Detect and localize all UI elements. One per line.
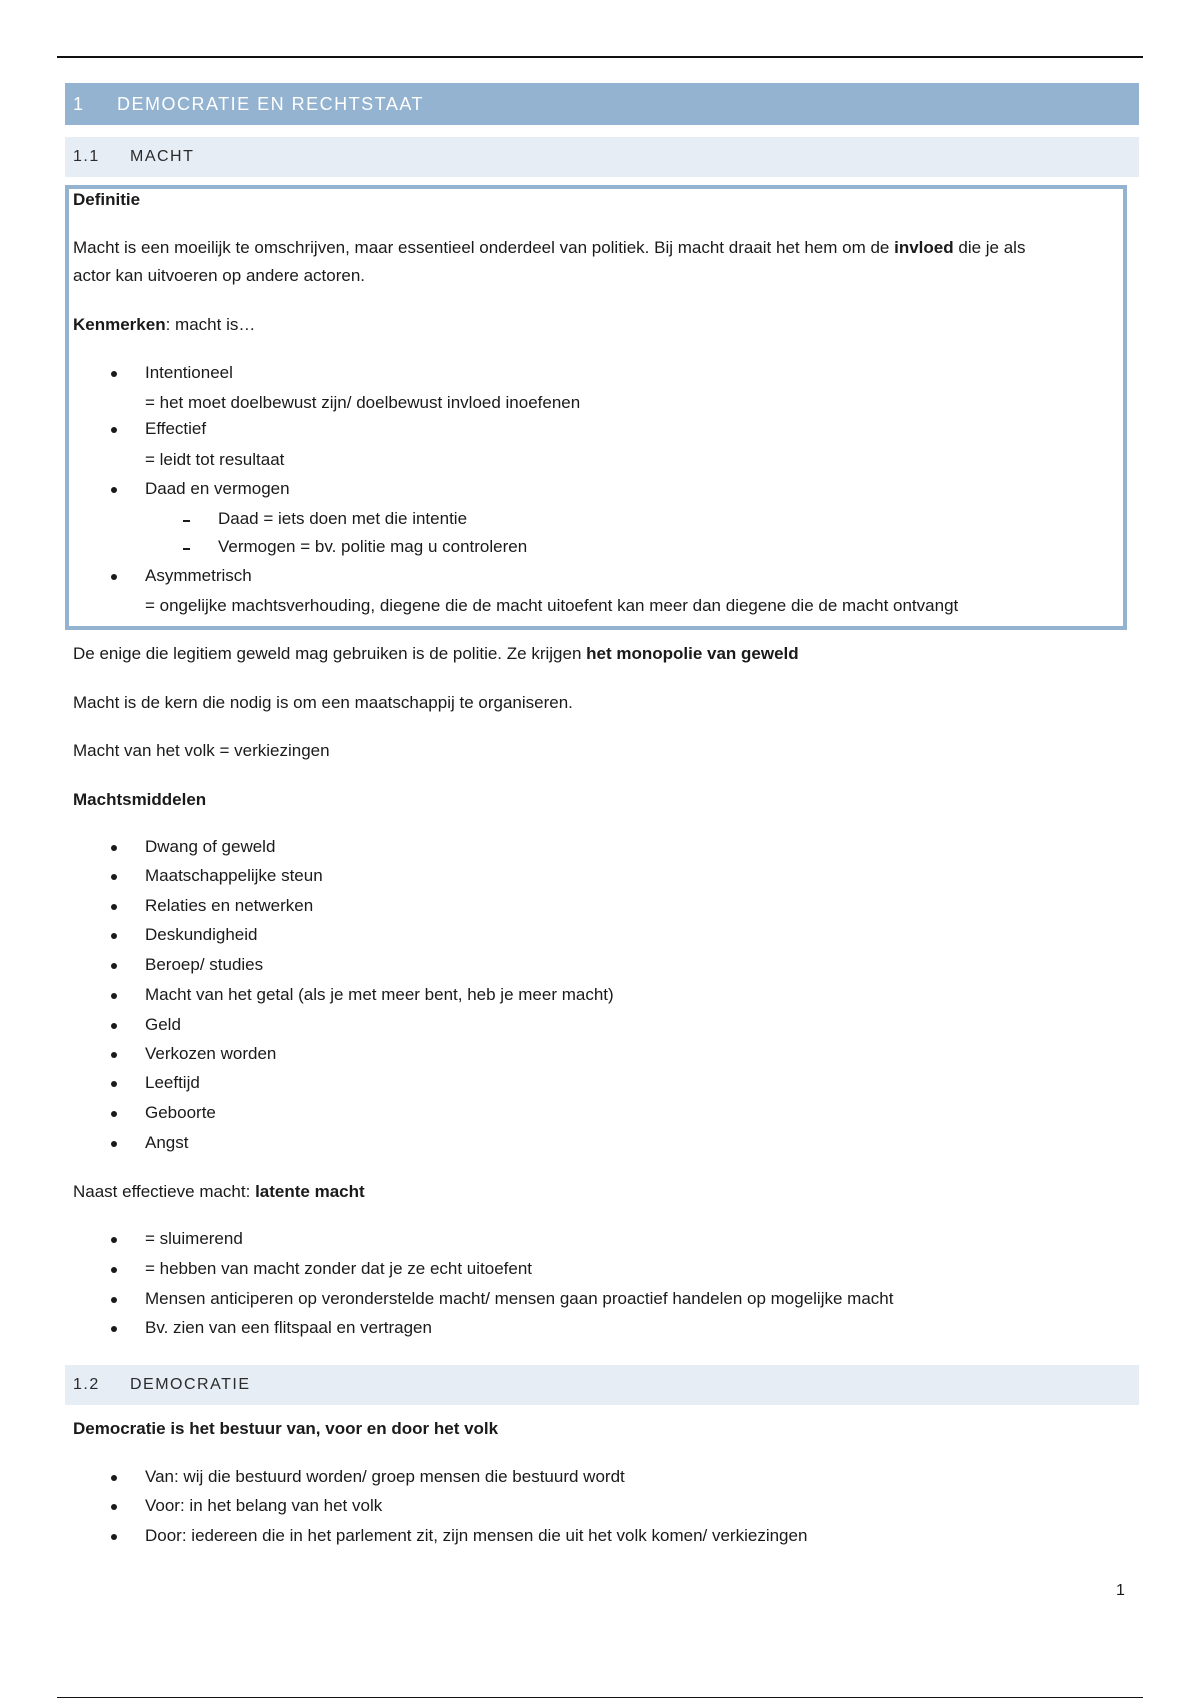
bullet-icon bbox=[111, 1534, 117, 1540]
list-item: Door: iedereen die in het parlement zit, zijn mensen die uit het volk komen/ verkiezingen bbox=[145, 1526, 808, 1545]
kenmerk-detail: = het moet doelbewust zijn/ doelbewust invloed inoefenen bbox=[145, 393, 581, 412]
bullet-icon bbox=[111, 993, 117, 999]
bullet-icon bbox=[111, 1111, 117, 1117]
paragraph-monopolie bbox=[73, 643, 799, 665]
list-item: Mensen anticiperen op veronderstelde macht/ mensen gaan proactief handelen op mogelijke macht bbox=[145, 1289, 894, 1308]
kenmerken-rest: : macht is… bbox=[165, 315, 256, 334]
kenmerk-label: Intentioneel bbox=[145, 363, 233, 382]
bullet-icon bbox=[111, 1023, 117, 1029]
kenmerken-line bbox=[73, 314, 255, 336]
list-item: Bv. zien van een flitspaal en vertragen bbox=[145, 1318, 432, 1337]
definition-text-line1 bbox=[73, 237, 1025, 259]
bullet-icon bbox=[111, 904, 117, 910]
paragraph-bold: het monopolie van geweld bbox=[586, 644, 799, 663]
kenmerk-sub: Vermogen = bv. politie mag u controleren bbox=[218, 537, 528, 556]
bullet-icon bbox=[111, 1081, 117, 1087]
bullet-icon bbox=[111, 427, 117, 433]
bullet-icon bbox=[111, 1141, 117, 1147]
list-item: Maatschappelijke steun bbox=[145, 866, 323, 885]
definition-text-line2: actor kan uitvoeren op andere actoren. bbox=[73, 266, 366, 285]
dash-icon bbox=[183, 548, 190, 550]
list-item: Geboorte bbox=[145, 1103, 216, 1122]
kenmerk-sub: Daad = iets doen met die intentie bbox=[218, 509, 468, 528]
kenmerk-label: Asymmetrisch bbox=[145, 566, 252, 585]
chapter-title: DEMOCRATIE EN RECHTSTAAT bbox=[117, 94, 425, 114]
section-heading-democratie bbox=[65, 1365, 1139, 1405]
kenmerk-detail: = ongelijke machtsverhouding, diegene die de macht uitoefent kan meer dan diegene die de macht ontvangt bbox=[145, 596, 959, 615]
list-item: Angst bbox=[145, 1133, 189, 1152]
list-item: = hebben van macht zonder dat je ze echt uitoefent bbox=[145, 1259, 533, 1278]
democratie-definition: Democratie is het bestuur van, voor en door het volk bbox=[73, 1419, 499, 1438]
list-item: Van: wij die bestuurd worden/ groep mensen die bestuurd wordt bbox=[145, 1467, 625, 1486]
section-title: MACHT bbox=[130, 148, 195, 165]
bullet-icon bbox=[111, 371, 117, 377]
paragraph-volk: Macht van het volk = verkiezingen bbox=[73, 741, 330, 760]
latent-text: Naast effectieve macht: bbox=[73, 1182, 256, 1201]
section-number: 1.1 bbox=[73, 148, 100, 165]
bullet-icon bbox=[111, 1267, 117, 1273]
list-item: Geld bbox=[145, 1015, 181, 1034]
paragraph-text: De enige die legitiem geweld mag gebruiken is de politie. Ze krijgen bbox=[73, 644, 587, 663]
latent-line bbox=[73, 1181, 365, 1203]
list-item: Deskundigheid bbox=[145, 925, 258, 944]
footer-rule bbox=[57, 1697, 1143, 1698]
definition-text-part: die je als bbox=[953, 238, 1026, 257]
list-item: Beroep/ studies bbox=[145, 955, 264, 974]
list-item: Voor: in het belang van het volk bbox=[145, 1496, 383, 1515]
paragraph-kern: Macht is de kern die nodig is om een maatschappij te organiseren. bbox=[73, 693, 573, 712]
kenmerken-label: Kenmerken bbox=[73, 315, 166, 334]
bullet-icon bbox=[111, 845, 117, 851]
list-item: Macht van het getal (als je met meer bent, heb je meer macht) bbox=[145, 985, 614, 1004]
list-item: Dwang of geweld bbox=[145, 837, 276, 856]
list-item: Leeftijd bbox=[145, 1073, 200, 1092]
page-number: 1 bbox=[1116, 1582, 1125, 1599]
bullet-icon bbox=[111, 874, 117, 880]
bullet-icon bbox=[111, 1504, 117, 1510]
definition-text-part: Macht is een moeilijk te omschrijven, maar essentieel onderdeel van politiek. Bij macht draait het hem om de bbox=[73, 238, 895, 257]
list-item: = sluimerend bbox=[145, 1229, 243, 1248]
section-number: 1.2 bbox=[73, 1376, 100, 1393]
bullet-icon bbox=[111, 487, 117, 493]
list-item: Verkozen worden bbox=[145, 1044, 277, 1063]
bullet-icon bbox=[111, 933, 117, 939]
latent-bold: latente macht bbox=[255, 1182, 365, 1201]
bullet-icon bbox=[111, 1237, 117, 1243]
bullet-icon bbox=[111, 1326, 117, 1332]
chapter-number: 1 bbox=[73, 94, 85, 114]
kenmerk-label: Effectief bbox=[145, 419, 207, 438]
bullet-icon bbox=[111, 1052, 117, 1058]
bullet-icon bbox=[111, 1475, 117, 1481]
dash-icon bbox=[183, 520, 190, 522]
bullet-icon bbox=[111, 1297, 117, 1303]
chapter-heading bbox=[65, 83, 1139, 125]
definition-keyword: invloed bbox=[894, 238, 954, 257]
kenmerk-label: Daad en vermogen bbox=[145, 479, 290, 498]
machtsmiddelen-label: Machtsmiddelen bbox=[73, 790, 207, 809]
list-item: Relaties en netwerken bbox=[145, 896, 314, 915]
bullet-icon bbox=[111, 574, 117, 580]
definition-label: Definitie bbox=[73, 190, 141, 209]
header-rule bbox=[57, 56, 1143, 58]
bullet-icon bbox=[111, 963, 117, 969]
section-heading-macht bbox=[65, 137, 1139, 177]
section-title: DEMOCRATIE bbox=[130, 1376, 251, 1393]
kenmerk-detail: = leidt tot resultaat bbox=[145, 450, 285, 469]
